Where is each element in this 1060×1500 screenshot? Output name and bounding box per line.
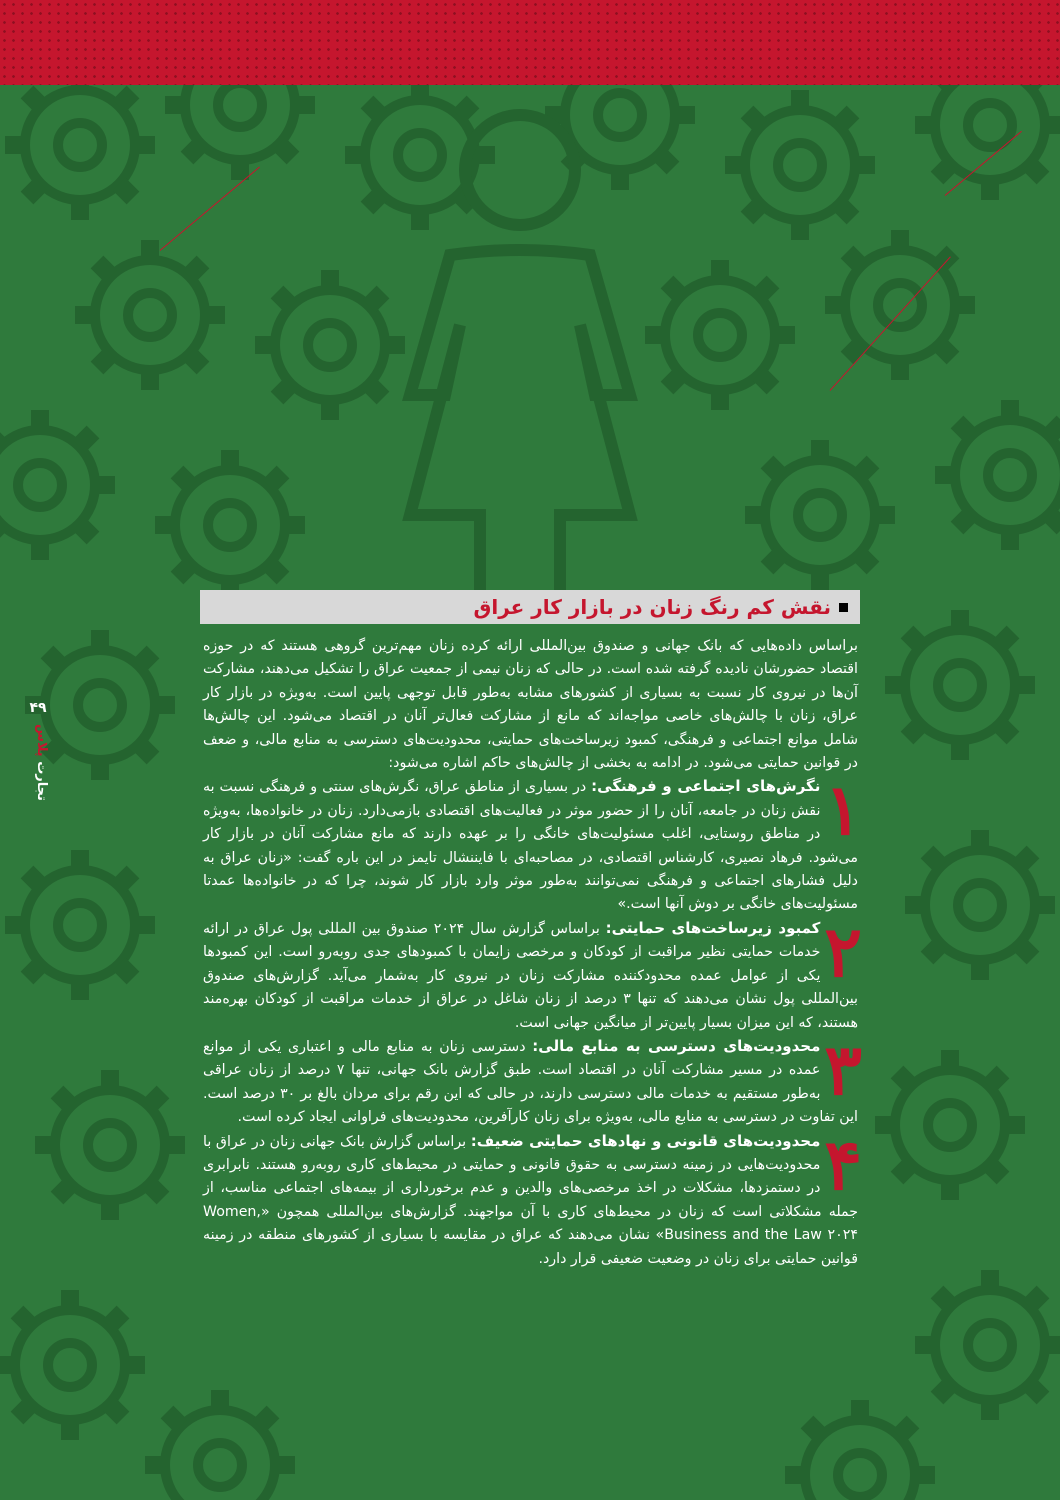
section-paragraph [203,1130,858,1271]
article-title: نقش کم رنگ زنان در بازار کار عراق [473,595,831,619]
article-title-bar [200,590,860,624]
woman-figure-icon [330,95,710,615]
section-text: براساس گزارش بانک جهانی زنان در عراق با محدودیت‌هایی در زمینه دسترسی به حقوق قانونی و حمایتی در محیط‌های کاری روبه‌رو هستند. نابرابری در دستمزدها، مشکلات در اخذ مرخصی‌های والدین و عدم برخورداری از بیمه‌های اجتماعی مناسب، از جمله مشکلاتی است که زنان در محیط‌های کاری با آن مواجهند. گزارش‌های بین‌المللی همچون «Women, Business and the Law ۲۰۲۴» نشان می‌دهند که عراق در مقایسه با بسیاری از کشورهای منطقه در زمینه قوانین حمایتی برای زنان در وضعیت ضعیفی قرار دارد. [203,1133,858,1267]
section-text: در بسیاری از مناطق عراق، نگرش‌های سنتی و فرهنگی نسبت به نقش زنان در جامعه، آنان را از حضور موثر در فعالیت‌های اقتصادی بازمی‌دارد. زنان در خانواده‌ها، به‌ویژه در مناطق روستایی، اغلب مسئولیت‌های خانگی را بر عهده دارند که مانع مشارکت آنان در بازار کار می‌شود. فرهاد نصیری، کارشناس اقتصادی، در مصاحبه‌ای با فایننشال تایمز در این باره گفت: «زنان عراق به دلیل فشارهای اجتماعی و فرهنگی نمی‌توانند به‌طور موثر وارد بازار کار شوند، چرا که در خانواده‌ها عمدتا مسئولیت‌های خانگی بر دوش آنها است.» [203,779,858,913]
section-number: ۱ [824,768,862,852]
article-body [203,635,862,1271]
section-text: براساس گزارش سال ۲۰۲۴ صندوق بین المللی پول عراق در ارائه خدمات حمایتی نظیر مراقبت از کودکان و مرخصی زایمان با کمبودهای جدی روبه‌رو است. این کمبودها یکی از عوامل عمده محدودکننده مشارکت زنان در نیروی کار به‌شمار می‌آید. گزارش‌های صندوق بین‌المللی پول نشان می‌دهند که تنها ۳ درصد از زنان شاغل در عراق از خدمات مراقبت از کودکان بهره‌مند هستند، که این میزان بسیار پایین‌تر از میانگین جهانی است. [203,920,858,1031]
magazine-brand-text: تجارت [34,756,49,801]
section-number: ۲ [824,909,862,993]
section-paragraph [203,917,858,1035]
article-section-1 [203,768,862,916]
section-number: ۴ [824,1122,862,1206]
section-heading: نگرش‌های اجتماعی و فرهنگی: [591,777,821,796]
section-paragraph [203,775,858,916]
article-section-2 [203,909,862,1035]
section-heading: محدودیت‌های قانونی و نهادهای حمایتی ضعیف: [470,1131,821,1150]
section-heading: کمبود زیرساخت‌های حمایتی: [605,918,821,937]
section-text: دسترسی زنان به منابع مالی و اعتباری یکی از موانع عمده در مسیر مشارکت آنان در اقتصاد است. طبق گزارش بانک جهانی، تنها ۷ درصد از زنان عراقی به‌طور مستقیم به خدمات مالی دسترسی دارند، در حالی که این رقم برای مردان بالغ بر ۳۰ درصد است. این تفاوت در دسترسی به منابع مالی، به‌ویژه برای زنان کارآفرین، محدودیت‌های فراوانی ایجاد کرده است. [203,1038,858,1126]
article-section-3 [203,1027,862,1130]
page-number: ۴۹ [29,700,47,716]
section-heading: محدودیت‌های دسترسی به منابع مالی: [532,1036,821,1055]
section-paragraph [203,1035,858,1130]
article-intro: براساس داده‌هایی که بانک جهانی و صندوق بین‌المللی ارائه کرده زنان مهم‌ترین گروهی هستند که در حوزه اقتصاد حضورشان نادیده گرفته شده است. در حالی که زنان نیمی از جمعیت عراق را تشکیل می‌دهند، مشارکت آن‌ها در نیروی کار نسبت به بسیاری از کشورهای مشابه به‌طور قابل توجهی پایین است. به‌ویژه در بازار کار عراق، زنان با چالش‌های خاصی مواجه‌اند که مانع از مشارکت فعال‌تر آنان در اقتصاد می‌شود. این چالش‌ها شامل موانع اجتماعی و فرهنگی، کمبود زیرساخت‌های حمایتی، محدودیت‌های دسترسی به منابع مالی، و ضعف در قوانین حمایتی می‌شود. در ادامه به بخشی از چالش‌های حاکم اشاره می‌شود: [203,638,858,772]
article-section-4 [203,1122,862,1271]
magazine-name [34,724,49,801]
magazine-brand-accent: پلاس [34,724,49,757]
section-number: ۳ [824,1027,862,1111]
square-bullet-icon [839,603,848,612]
top-red-band [0,0,1060,85]
